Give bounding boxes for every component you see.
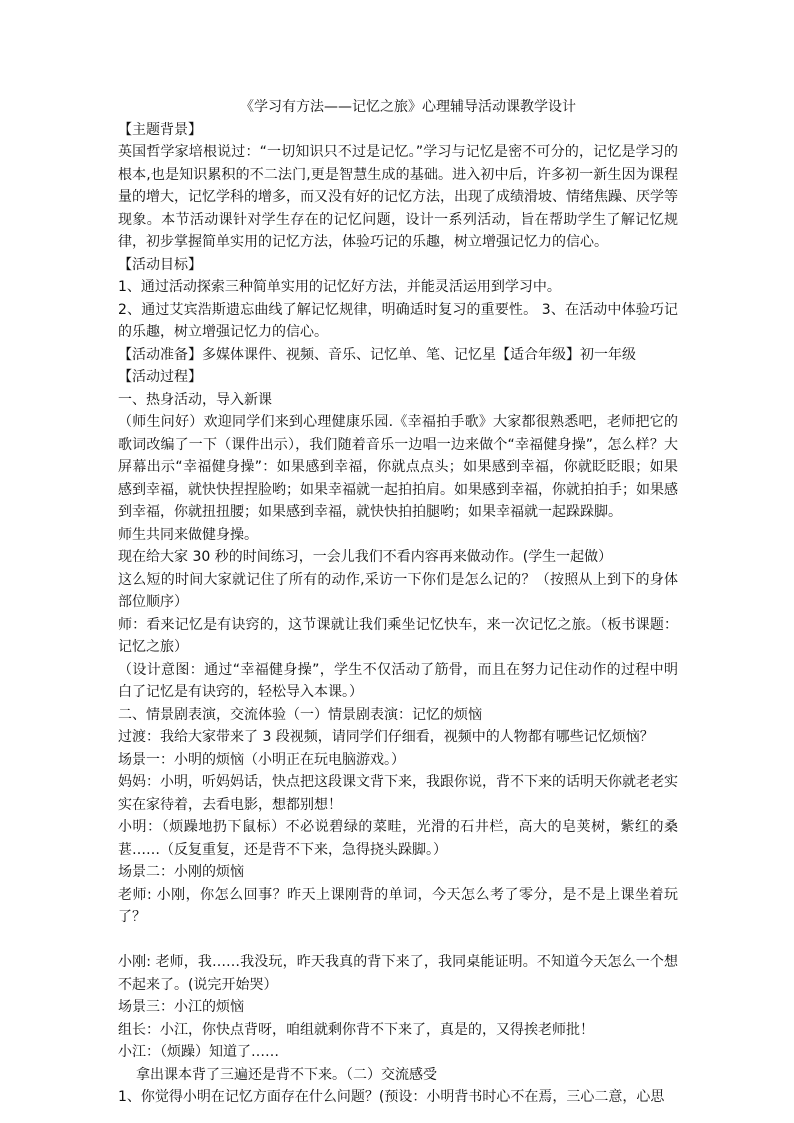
paragraph-group-leader: 组长：小江，你快点背呀，咱组就剩你背不下来了，真是的，又得挨老师批！ xyxy=(118,1021,594,1038)
section-heading-background: 【主题背景】 xyxy=(118,121,202,138)
paragraph-interview: 这么短的时间大家就记住了所有的动作,采访一下你们是怎么记的？（按照从上到下的身体部位顺序） xyxy=(118,571,678,610)
paragraph-mom: 妈妈：小明，听妈妈话，快点把这段课文背下来，我跟你说，背不下来的话明天你就老老实实在家待着，去看电影，想都别想！ xyxy=(118,774,678,813)
section-heading-goals: 【活动目标】 xyxy=(118,256,202,273)
section-heading-process: 【活动过程】 xyxy=(118,369,202,385)
paragraph-practice: 现在给大家 30 秒的时间练习，一会儿我们不看内容再来做动作。(学生一起做） xyxy=(118,549,613,565)
paragraph-transition: 过渡：我给大家带来了 3 段视频，请同学们仔细看，视频中的人物都有哪些记忆烦恼？ xyxy=(118,729,654,745)
paragraph-background: 英国哲学家培根说过：“一切知识只不过是记忆。”学习与记忆是密不可分的，记忆是学习的根本,也是知识累积的不二法门,更是智慧生成的基础。进入初中后，许多初一新生因为课程量的增大，记忆学科的增多，而又没有好的记忆方法，出现了成绩滑坡、情绪焦躁、厌学等现象。本节活动课针对学生存在的记忆问题，设计一系列活动，旨在帮助学生了解记忆规律，初步掌握简单实用的记忆方法，体验巧记的乐趣，树立增强记忆力的信心。 xyxy=(118,144,678,250)
paragraph-exercise: 师生共同来做健身操。 xyxy=(118,526,258,543)
paragraph-preparation: 【活动准备】多媒体课件、视频、音乐、记忆单、笔、记忆星【适合年级】初一年级 xyxy=(118,346,636,363)
paragraph-teacher: 老师: 小刚，你怎么回事？昨天上课刚背的单词，今天怎么考了零分，是不是上课坐着玩了？ xyxy=(118,886,678,925)
paragraph-textbook: 拿出课本背了三遍还是背不下来。（二）交流感受 xyxy=(136,1066,437,1083)
paragraph-xiaojiang: 小江：（烦躁）知道了…… xyxy=(118,1044,279,1060)
step-heading-warmup: 一、热身活动，导入新课 xyxy=(118,391,272,408)
paragraph-goal-2-3: 2、通过艾宾浩斯遗忘曲线了解记忆规律，明确适时复习的重要性。 3、在活动中体验巧记的乐趣，树立增强记忆力的信心。 xyxy=(118,301,678,340)
scene-heading-1: 场景一：小明的烦恼（小明正在玩电脑游戏。） xyxy=(118,751,405,768)
document-page xyxy=(118,96,678,1109)
paragraph-design-intent: （设计意图：通过“幸福健身操”，学生不仅活动了筋骨，而且在努力记住动作的过程中明白了记忆是有诀窍的，轻松导入本课。） xyxy=(118,661,678,700)
paragraph-question-1: 1、你觉得小明在记忆方面存在什么问题？(预设：小明背书时心不在焉，三心二意，心思 xyxy=(118,1089,665,1105)
paragraph-xiaoming: 小明：（烦躁地扔下鼠标）不必说碧绿的菜畦，光滑的石井栏，高大的皂荚树，紫红的桑葚……（反复重复，还是背不下来，急得挠头跺脚。） xyxy=(118,819,678,858)
paragraph-xiaogang: 小刚: 老师，我……我没玩，昨天我真的背下来了，我同桌能证明。不知道今天怎么一个想不起来了。(说完开始哭） xyxy=(118,954,678,993)
paragraph-goal-1: 1、通过活动探索三种简单实用的记忆好方法，并能灵活运用到学习中。 xyxy=(118,279,561,295)
step-heading-drama: 二、情景剧表演，交流体验（一）情景剧表演：记忆的烦恼 xyxy=(118,706,482,723)
paragraph-warmup: （师生问好）欢迎同学们来到心理健康乐园.《幸福拍手歌》大家都很熟悉吧，老师把它的歌词改编了一下（课件出示），我们随着音乐一边唱一边来做个“幸福健身操”，怎么样？大屏幕出示“幸福健身操”：如果感到幸福，你就点点头；如果感到幸福，你就眨眨眼；如果感到幸福，就快快捏捏脸哟；如果幸福就一起拍拍肩。如果感到幸福，你就拍拍手；如果感到幸福，你就扭扭腰；如果感到幸福，就快快拍拍腿哟；如果幸福就一起跺跺脚。 xyxy=(118,414,678,520)
scene-heading-3: 场景三：小江的烦恼 xyxy=(118,999,244,1015)
document-title: 《学习有方法——记忆之旅》心理辅导活动课教学设计 xyxy=(240,99,576,115)
paragraph-teacher-intro: 师：看来记忆是有诀窍的，这节课就让我们乘坐记忆快车，来一次记忆之旅。（板书课题：记忆之旅） xyxy=(118,616,678,655)
blank-line xyxy=(118,929,678,952)
scene-heading-2: 场景二：小刚的烦恼 xyxy=(118,864,244,880)
